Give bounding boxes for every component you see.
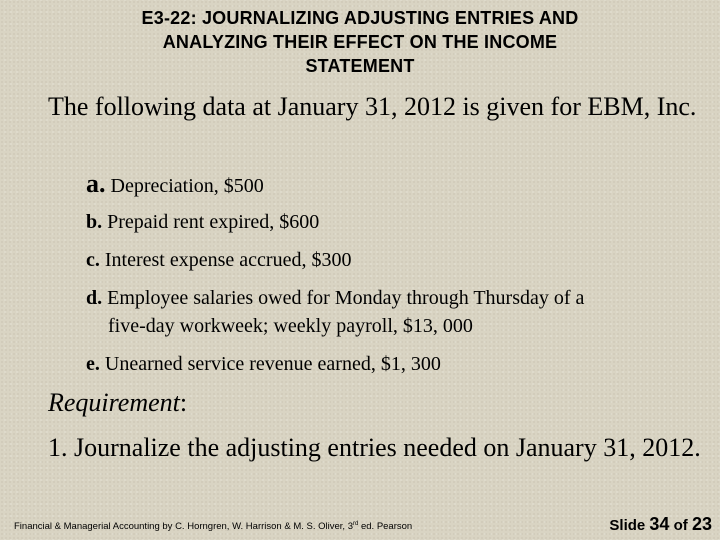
item-letter: d.	[86, 287, 103, 309]
citation-superscript: rd	[352, 521, 359, 527]
requirement-colon: :	[179, 388, 188, 417]
requirement-heading	[48, 387, 187, 419]
citation-end: ed. Pearson	[358, 521, 413, 532]
title-line-3: STATEMENT	[305, 56, 415, 76]
item-text: Depreciation, $500	[110, 175, 264, 197]
item-letter: b.	[86, 211, 103, 233]
item-letter: c.	[86, 249, 100, 271]
list-item-a	[86, 170, 706, 200]
item-text: Prepaid rent expired, $600	[107, 211, 320, 233]
list-item-b	[86, 208, 706, 236]
slide-label: Slide	[609, 517, 646, 534]
requirement-label: Requirement	[48, 388, 180, 417]
slide-title	[60, 6, 660, 78]
item-letter: e.	[86, 353, 100, 375]
list-item-d	[86, 284, 706, 340]
requirement-text: 1. Journalize the adjusting entries needed on January 31, 2012.	[48, 433, 701, 462]
list-item-c	[86, 246, 706, 274]
item-text: Unearned service revenue earned, $1, 300	[104, 353, 441, 375]
title-line-1: E3-22: JOURNALIZING ADJUSTING ENTRIES AND	[141, 8, 579, 28]
slide-counter	[609, 514, 712, 536]
slide-of: of	[673, 517, 688, 534]
item-text-continuation: five-day workweek; weekly payroll, $13, 000	[108, 315, 473, 337]
citation-main: Financial & Managerial Accounting by C. Horngren, W. Harrison & M. S. Oliver, 3	[14, 521, 353, 532]
intro-text: The following data at January 31, 2012 is given for EBM, Inc.	[48, 92, 697, 121]
item-letter: a.	[86, 169, 106, 198]
slide-number: 34	[649, 514, 670, 534]
list-item-e	[86, 350, 706, 378]
title-line-2: ANALYZING THEIR EFFECT ON THE INCOME	[162, 32, 558, 52]
item-text: Interest expense accrued, $300	[104, 249, 352, 271]
source-citation	[14, 518, 412, 533]
item-text: Employee salaries owed for Monday through Thursday of a	[107, 287, 585, 309]
slide-total: 23	[691, 514, 712, 534]
